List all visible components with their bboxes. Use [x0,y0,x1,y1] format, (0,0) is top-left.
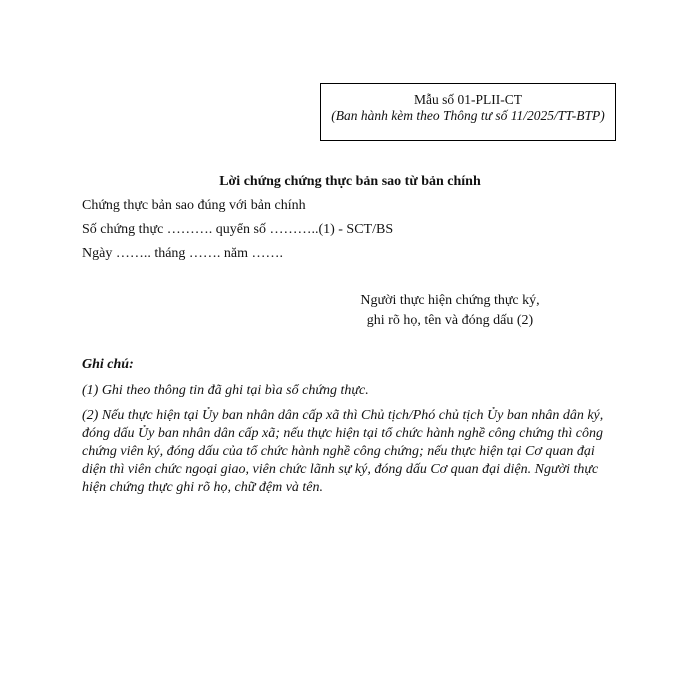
document-title: Lời chứng chứng thực bản sao từ bản chính [219,174,481,189]
form-number: Mẫu số 01-PLII-CT [414,92,522,107]
certification-date-line: Ngày …….. tháng ……. năm ……. [82,246,284,261]
notes-section [82,356,622,504]
certification-number-line: Số chứng thực ………. quyển số ………..(1) - SCT/BS [82,222,394,237]
signer-line-2: ghi rõ họ, tên và đóng dấu (2) [366,313,534,328]
notes-heading: Ghi chú: [82,357,134,372]
note-item-2: (2) Nếu thực hiện tại Ủy ban nhân dân cấp xã thì Chủ tịch/Phó chủ tịch Ủy ban nhân dân ký, đóng dấu Ủy ban nhân dân cấp xã; nếu thực hiện tại tổ chức hành nghề công chứng thì công chứng viên ký, đóng dấu của tổ chức hành nghề công chứng; nếu thực hiện tại Cơ quan đại diện thì viên chức ngoại giao, viên chức lãnh sự ký, đóng dấu Cơ quan đại diện. Người thực hiện chứng thực ghi rõ họ, chữ đệm và tên. [82,408,604,495]
signer-line-1: Người thực hiện chứng thực ký, [360,293,540,308]
signer-block [330,291,570,331]
issuing-circular: (Ban hành kèm theo Thông tư số 11/2025/TT-BTP) [331,108,605,123]
certification-statement: Chứng thực bản sao đúng với bản chính [82,198,306,213]
note-item-1: (1) Ghi theo thông tin đã ghi tại bìa sổ chứng thực. [82,383,369,398]
form-number-box [320,83,616,141]
